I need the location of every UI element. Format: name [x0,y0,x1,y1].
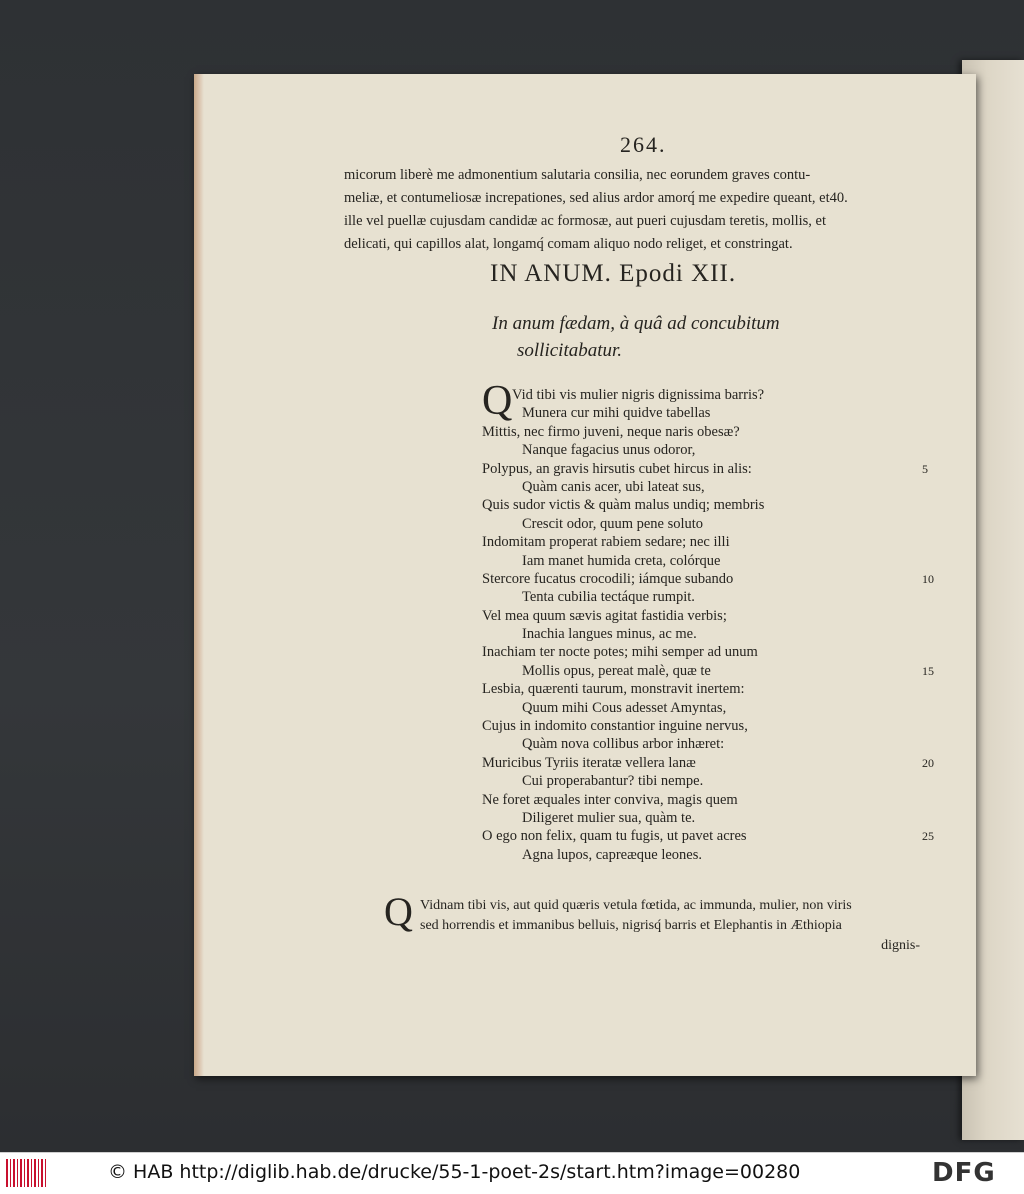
poem-line [482,662,942,680]
poem-line [482,588,942,606]
poem-line [482,754,942,772]
poem-line [482,607,942,625]
poem-line-text: Muricibus Tyriis iteratæ vellera lanæ [482,754,696,771]
poem-line [482,460,942,478]
poem-line-text: Lesbia, quærenti taurum, monstravit inertem: [482,681,745,698]
poem-line-text: Agna lupos, capreæque leones. [522,846,702,863]
poem-line-text: Tenta cubilia tectáque rumpit. [522,589,695,606]
prose-line: micorum liberè me admonentium salutaria consilia, nec eorundem graves contu- [344,167,811,183]
book-page [194,74,976,1076]
poem-line-text: Polypus, an gravis hirsutis cubet hircus in alis: [482,460,752,477]
poem-line-text: Inachia langues minus, ac me. [522,626,697,643]
commentary-line: Vidnam tibi vis, aut quid quæris vetula fœtida, ac immunda, mulier, non viris [420,898,852,913]
poem-line [482,423,942,441]
prose-line: meliæ, et contumeliosæ increpationes, sed alius ardor amorq́ me expedire queant, et40. [344,190,848,206]
subtitle-line: sollicitabatur. [517,340,623,361]
viewer-footer [0,1152,1024,1194]
poem-drop-cap: Q [482,378,513,424]
poem-line [482,386,942,404]
poem-line [482,791,942,809]
poem-line-text: Diligeret mulier sua, quàm te. [522,809,696,826]
poem-line [482,478,942,496]
copyright-source-link[interactable]: © HAB http://diglib.hab.de/drucke/55-1-poet-2s/start.htm?image=00280 [108,1161,801,1183]
poem-line [482,772,942,790]
poem-line-text: Stercore fucatus crocodili; iámque subando [482,570,734,587]
poem-line [482,680,942,698]
prose-continuation [344,164,954,256]
poem-line [482,552,942,570]
line-number: 20 [922,755,934,770]
poem-line-text: Quàm nova collibus arbor inhæret: [522,736,725,753]
dfg-logo: DFG [932,1158,996,1188]
poem-line-text: Ne foret æquales inter conviva, magis quem [482,791,738,808]
poem-line-text: Cujus in indomito constantior inguine nervus, [482,718,748,735]
commentary-line: dignis- [881,938,920,953]
line-number: 5 [922,461,928,476]
poem-line-text: Iam manet humida creta, colórque [522,552,721,569]
poem-line [482,846,942,864]
poem-line [482,496,942,514]
barcode-icon [6,1159,46,1187]
poem-body [482,378,942,864]
poem-line-text: Munera cur mihi quidve tabellas [522,405,711,422]
poem-line [482,625,942,643]
poem-line-text: O ego non felix, quam tu fugis, ut pavet acres [482,828,747,845]
poem-line [482,515,942,533]
commentary-drop-cap: Q [384,889,413,934]
line-number: 25 [922,829,934,844]
poem-line [482,441,942,459]
poem-line-text: Mittis, nec firmo juveni, neque naris obesæ? [482,423,740,440]
poem-line-text: Mollis opus, pereat malè, quæ te [522,662,711,679]
poem-line-text: Crescit odor, quum pene soluto [522,515,704,532]
poem-line [482,570,942,588]
poem-line-text: Nanque fagacius unus odoror, [522,442,696,459]
poem-subtitle [492,310,780,364]
poem-line [482,717,942,735]
poem-line-text: Quis sudor victis & quàm malus undiq; membris [482,497,765,514]
poem-line [482,404,942,422]
page-number: 264. [620,132,667,157]
subtitle-line: In anum fædam, à quâ ad concubitum [492,313,780,334]
poem-line [482,643,942,661]
poem-title: IN ANUM. Epodi XII. [490,260,737,287]
prose-line: delicati, qui capillos alat, longamq́ comam aliquo nodo religet, et constringat. [344,236,793,252]
poem-line [482,735,942,753]
page-binding-edge [194,74,204,1076]
poem-line [482,827,942,845]
poem-line-text: Quàm canis acer, ubi lateat sus, [522,478,705,495]
commentary-line: sed horrendis et immanibus belluis, nigrisq́ barris et Elephantis in Æthiopia [420,918,842,933]
poem-line [482,699,942,717]
poem-line-text: Indomitam properat rabiem sedare; nec illi [482,534,730,551]
poem-line-text: Vel mea quum sævis agitat fastidia verbis; [482,607,727,624]
commentary [384,889,944,956]
line-number: 10 [922,571,934,586]
poem-line [482,533,942,551]
poem-line [482,809,942,827]
poem-line-text: Cui properabantur? tibi nempe. [522,773,704,790]
line-number: 15 [922,663,934,678]
prose-line: ille vel puellæ cujusdam candidæ ac formosæ, aut pueri cujusdam teretis, mollis, et [344,213,827,229]
poem-line-text: Vid tibi vis mulier nigris dignissima barris? [512,387,765,403]
poem-line-text: Quum mihi Cous adesset Amyntas, [522,699,727,716]
poem-line-text: Inachiam ter nocte potes; mihi semper ad unum [482,644,758,661]
